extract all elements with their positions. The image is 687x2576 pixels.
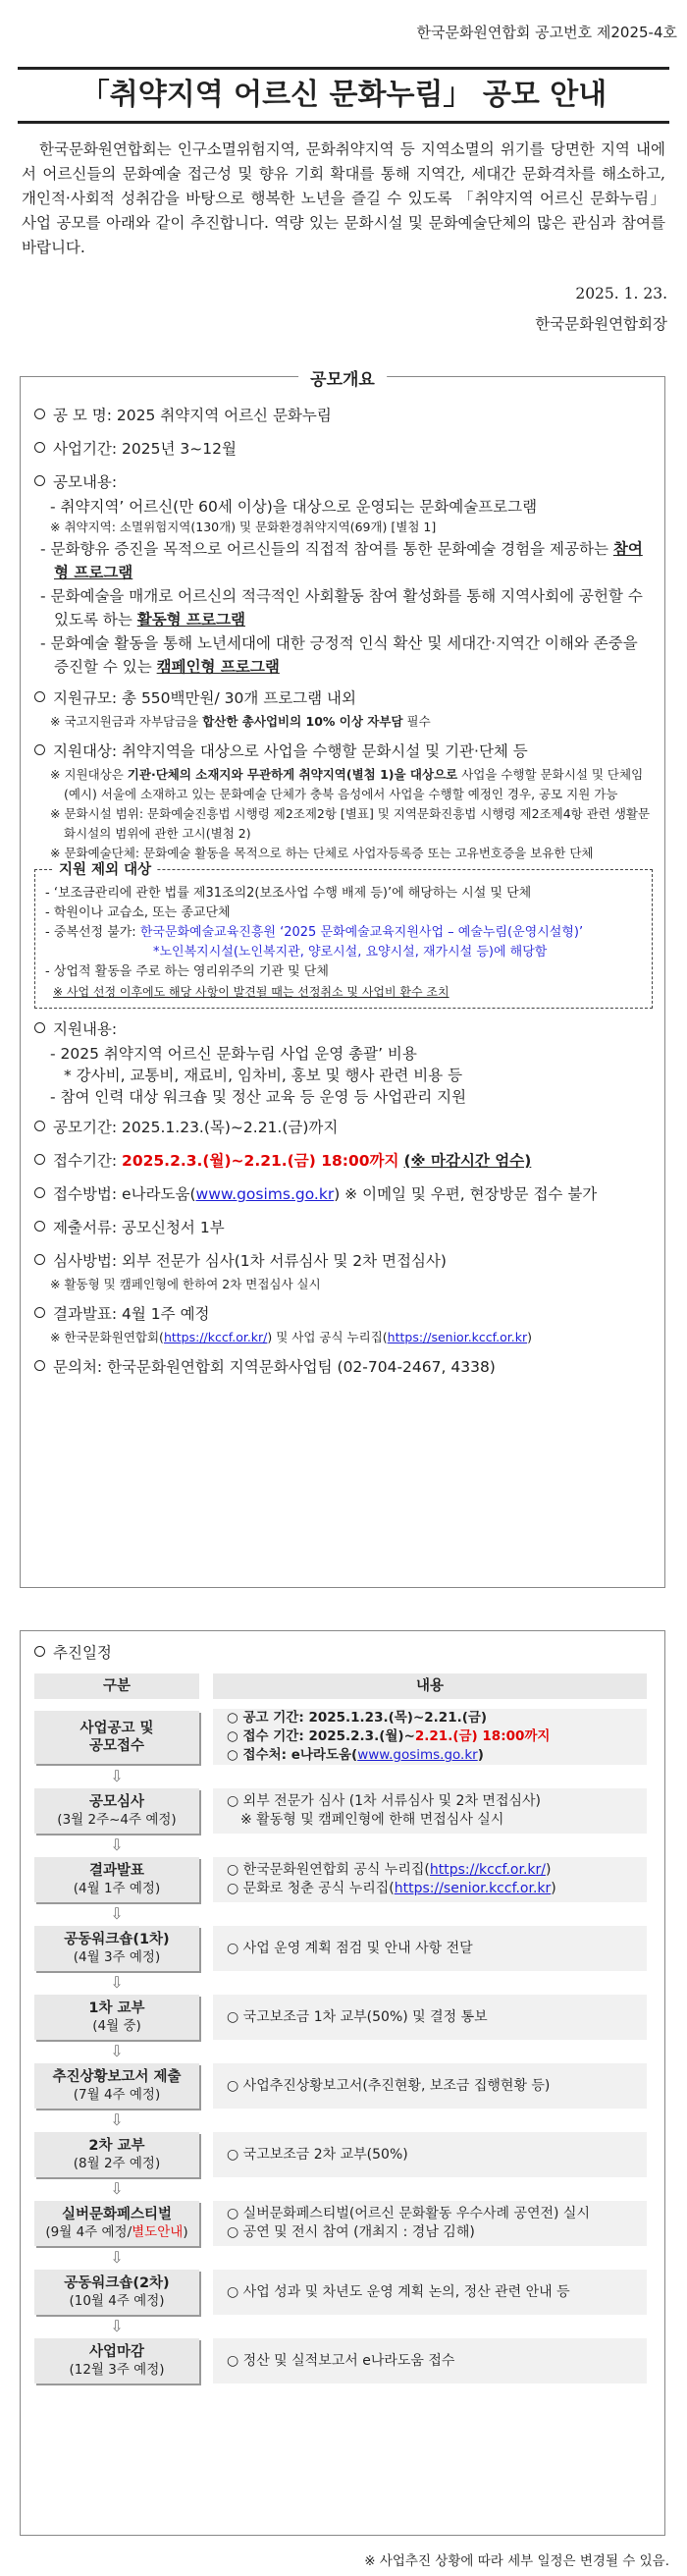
arrow-down-icon: ⇩ <box>110 2248 124 2267</box>
bullet-icon <box>34 442 45 453</box>
bullet-icon <box>34 1254 45 1265</box>
content-note: ※ 취약지역: 소멸위험지역(130개) 및 문화환경취약지역(69개) [별첨 1] <box>50 520 437 534</box>
schedule-step-7: 2차 교부 (8월 2주 예정) ○ 국고보조금 2차 교부(50%) <box>34 2132 647 2177</box>
support-2: - 참여 인력 대상 워크숍 및 정산 교육 등 운영 등 사업관리 지원 <box>50 1088 467 1106</box>
arrow-down-icon: ⇩ <box>110 2042 124 2060</box>
item-period: 사업기간: 2025년 3~12월 <box>34 438 653 460</box>
item-contact: 문의처: 한국문화원연합회 지역문화사업팀 (02-704-2467, 4338) <box>34 1356 653 1378</box>
arrow-down-icon: ⇩ <box>110 2110 124 2129</box>
bullet-icon <box>34 475 45 486</box>
bullet-icon <box>34 691 45 702</box>
item-content: 공모내용: <box>34 471 653 493</box>
review-note: ※ 활동형 및 캠페인형에 한하여 2차 면접심사 실시 <box>50 1277 321 1291</box>
overview-title: 공모개요 <box>298 365 387 390</box>
exclusion-item: - 상업적 활동을 주로 하는 영리위주의 기관 및 단체 <box>45 964 329 979</box>
schedule-step-4: 공동워크숍(1차) (4월 3주 예정) ○ 사업 운영 계획 점검 및 안내 사항 전달 <box>34 1926 647 1971</box>
schedule-box <box>20 1630 665 2536</box>
item-support: 지원내용: <box>34 1018 653 1040</box>
arrow-down-icon: ⇩ <box>110 1973 124 1992</box>
bullet-icon <box>34 1154 45 1165</box>
gosims-link[interactable]: www.gosims.go.kr <box>195 1185 335 1203</box>
arrow-down-icon <box>34 1699 199 1709</box>
exclusion-item: - 중복선정 불가: 한국문화예술교육진흥원 ‘2025 문화예술교육지원사업 – 예술누림(운영시설형)’ <box>45 925 584 940</box>
bullet-icon <box>34 1360 45 1371</box>
support-1-detail: * 강사비, 교통비, 재료비, 임차비, 홍보 및 행사 관련 비용 등 <box>64 1067 463 1084</box>
kccf-link[interactable]: https://kccf.or.kr/ <box>429 1862 546 1878</box>
schedule-heading: 추진일정 <box>34 1641 112 1663</box>
schedule-step-3: 결과발표 (4월 1주 예정) ○ 한국문화원연합회 공식 누리집(https://kccf.or.kr/) ○ 문화로 청춘 공식 누리집(https://senior.kccf.or.kr) <box>34 1857 647 1902</box>
program-type-activity: - 문화예술을 매개로 어르신의 적극적인 사회활동 참여 활성화를 통해 지역사회에 공헌할 수 있도록 하는 활동형 프로그램 <box>40 587 643 629</box>
col-step-header: 구분 <box>34 1673 199 1699</box>
exclusion-item-detail: *노인복지시설(노인복지관, 양로시설, 요양시설, 재가시설 등)에 해당함 <box>153 945 548 959</box>
intro-paragraph: 한국문화원연합회는 인구소멸위험지역, 문화취약지역 등 지역소멸의 위기를 당면한 지역 내에서 어르신들의 문화예술 접근성 및 향유 기회 확대를 통해 지역간, 세대간 문화격차를 해소하고, 개인적·사회적 성취감을 바탕으로 행복한 노년을 즐길 수 있도록 「취약지역 어르신 문화누림」 사업 공모를 아래와 같이 추진합니다. 역량 있는 문화시설 및 문화예술단체의 많은 관심과 참여를 바랍니다. <box>22 140 665 256</box>
arrow-down-icon: ⇩ <box>110 2179 124 2198</box>
arrow-down-icon: ⇩ <box>110 1767 124 1785</box>
bullet-icon <box>34 1646 45 1657</box>
col-content-header: 내용 <box>213 1673 647 1699</box>
arrow-down-icon: ⇩ <box>110 1836 124 1854</box>
item-method: 접수방법: e나라도움(www.gosims.go.kr) ※ 이메일 및 우편, 현장방문 접수 불가 <box>34 1183 653 1205</box>
exclusion-note: ※ 사업 선정 이후에도 해당 사항이 발견될 때는 선정취소 및 사업비 환수 조치 <box>53 985 449 999</box>
bullet-icon <box>34 1121 45 1131</box>
issuer: 한국문화원연합회장 <box>535 315 667 333</box>
schedule-step-5: 1차 교부 (4월 중) ○ 국고보조금 1차 교부(50%) 및 결정 통보 <box>34 1995 647 2040</box>
item-review: 심사방법: 외부 전문가 심사(1차 서류심사 및 2차 면접심사) <box>34 1250 653 1272</box>
bullet-icon <box>34 744 45 755</box>
schedule-step-2: 공모심사 (3월 2주~4주 예정) ○ 외부 전문가 심사 (1차 서류심사 및 2차 면접심사) ※ 활동형 및 캠페인형에 한해 면접심사 실시 <box>34 1788 647 1834</box>
schedule-step-8: 실버문화페스티벌 (9월 4주 예정/별도안내) ○ 실버문화페스티벌(어르신 문화활동 우수사례 공연전) 실시 ○ 공연 및 전시 참여 (개최지 : 경남 김해) <box>34 2201 647 2246</box>
exclusion-box <box>34 862 653 1009</box>
item-scale: 지원규모: 총 550백만원/ 30개 프로그램 내외 <box>34 687 653 709</box>
bullet-icon <box>34 1022 45 1033</box>
target-note-3: ※ 문화예술단체: 문화예술 활동을 목적으로 하는 단체로 사업자등록증 또는 고유번호증을 보유한 단체 <box>50 846 594 860</box>
schedule-footnote: ※ 사업추진 상황에 따라 세부 일정은 변경될 수 있음. <box>364 2553 669 2569</box>
target-note-1: ※ 지원대상은 기관·단체의 소재지와 무관하게 취약지역(별첨 1)을 대상으로 사업을 수행할 문화시설 및 단체임 (예시) 서울에 소재하고 있는 문화예술 단체가 충북 음성에서 사업을 수행할 예정인 경우, 공모 지원 가능 <box>50 767 644 801</box>
item-announce: 공모기간: 2025.1.23.(목)~2.21.(금)까지 <box>34 1117 653 1138</box>
announcement-date: 2025. 1. 23. <box>575 285 667 302</box>
bullet-icon <box>34 1187 45 1198</box>
notice-number: 한국문화원연합회 공고번호 제2025-4호 <box>416 24 677 41</box>
schedule-step-6: 추진상황보고서 제출 (7월 4주 예정) ○ 사업추진상황보고서(추진현황, 보조금 집행현황 등) <box>34 2063 647 2109</box>
schedule-step-9: 공동워크숍(2차) (10월 4주 예정) ○ 사업 성과 및 차년도 운영 계획 논의, 정산 관련 안내 등 <box>34 2270 647 2315</box>
bullet-icon <box>34 1307 45 1318</box>
program-type-campaign: - 문화예술 활동을 통해 노년세대에 대한 긍정적 인식 확산 및 세대간·지역간 이해와 존중을 증진할 수 있는 캠페인형 프로그램 <box>40 634 638 676</box>
item-result: 결과발표: 4월 1주 예정 <box>34 1303 653 1325</box>
arrow-down-icon: ⇩ <box>110 2317 124 2335</box>
item-docs: 제출서류: 공모신청서 1부 <box>34 1217 653 1238</box>
bullet-icon <box>34 409 45 419</box>
item-name: 공 모 명: 2025 취약지역 어르신 문화누림 <box>34 405 653 426</box>
bullet-icon <box>34 1221 45 1232</box>
program-type-participation: - 문화향유 증진을 목적으로 어르신들의 직접적 참여를 통한 문화예술 경험을 제공하는 참여형 프로그램 <box>40 540 643 581</box>
gosims-link[interactable]: www.gosims.go.kr <box>357 1747 478 1763</box>
schedule-header <box>34 1673 647 1699</box>
item-target: 지원대상: 취약지역을 대상으로 사업을 수행할 문화시설 및 기관·단체 등 <box>34 740 653 762</box>
senior-kccf-link[interactable]: https://senior.kccf.or.kr <box>387 1330 528 1344</box>
exclusion-title: 지원 제외 대상 <box>53 860 157 880</box>
arrow-down-icon: ⇩ <box>110 1904 124 1923</box>
schedule-step-1: 사업공고 및 공모접수 ○ 공고 기간: 2025.1.23.(목)~2.21.(금) ○ 접수 기간: 2025.2.3.(월)~2.21.(금) 18:00까지 ○ 접수처: e나라도움(www.gosims.go.kr) <box>34 1709 647 1765</box>
support-1: - 2025 취약지역 어르신 문화누림 사업 운영 총괄’ 비용 <box>50 1045 417 1063</box>
senior-kccf-link[interactable]: https://senior.kccf.or.kr <box>394 1881 552 1896</box>
item-receipt: 접수기간: 2025.2.3.(월)~2.21.(금) 18:00까지 (※ 마감시간 엄수) <box>34 1150 653 1172</box>
result-note: ※ 한국문화원연합회(https://kccf.or.kr/) 및 사업 공식 누리집(https://senior.kccf.or.kr) <box>50 1330 533 1344</box>
scale-note: ※ 국고지원금과 자부담금을 합산한 총사업비의 10% 이상 자부담 필수 <box>50 714 431 729</box>
overview-box <box>20 370 665 1588</box>
kccf-link[interactable]: https://kccf.or.kr/ <box>163 1330 268 1344</box>
exclusion-item: - ‘보조금관리에 관한 법률 제31조의2(보조사업 수행 배제 등)’에 해당하는 시설 및 단체 <box>45 886 532 901</box>
target-note-2: ※ 문화시설 범위: 문화예술진흥법 시행령 제2조제2항 [별표] 및 지역문화진흥법 시행령 제2조제4항 관련 생활문화시설의 범위에 관한 고시(별첨 2) <box>50 806 651 841</box>
schedule-step-10: 사업마감 (12월 3주 예정) ○ 정산 및 실적보고서 e나라도움 접수 <box>34 2338 647 2384</box>
content-main: - 취약지역’ 어르신(만 60세 이상)을 대상으로 운영되는 문화예술프로그램 <box>50 498 538 516</box>
page-title: 「취약지역 어르신 문화누림」 공모 안내 <box>18 67 669 124</box>
exclusion-item: - 학원이나 교습소, 또는 종교단체 <box>45 905 231 920</box>
